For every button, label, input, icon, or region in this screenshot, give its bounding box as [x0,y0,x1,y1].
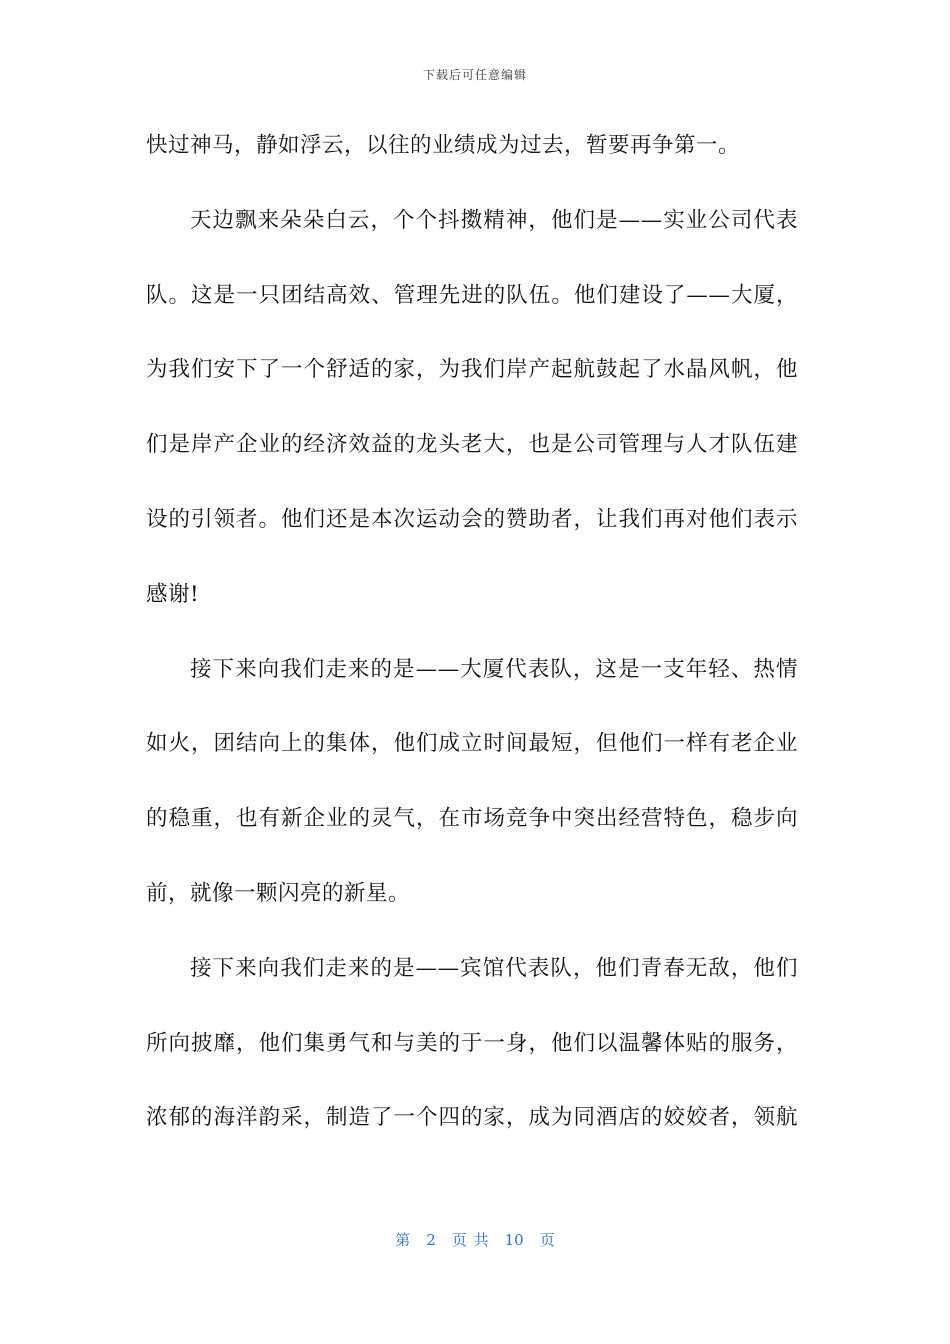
footer-prefix: 第 [395,1231,411,1249]
paragraph-line: 接下来向我们走来的是——大厦代表队，这是一支年轻、热情 [190,656,798,682]
paragraph-line: 感谢! [146,581,200,607]
paragraph-line: 浓郁的海洋韵采，制造了一个四的家，成为同酒店的姣姣者，领航 [146,1105,798,1131]
paragraph-line: 为我们安下了一个舒适的家，为我们岸产起航鼓起了水晶风帆，他 [146,357,798,383]
paragraph-line: 快过神马，静如浮云，以往的业绩成为过去，暂要再争第一。 [146,133,741,158]
header-note: 下载后可任意编辑 [422,68,527,82]
total-pages-number: 10 [504,1231,524,1249]
current-page-number: 2 [426,1231,436,1249]
paragraph-line: 天边飘来朵朵白云，个个抖擞精神，他们是——实业公司代表 [190,207,798,233]
footer-suffix: 页 [539,1231,555,1249]
paragraph-line: 队。这是一只团结高效、管理先进的队伍。他们建设了——大厦， [146,282,798,308]
paragraph-line: 如火，团结向上的集体，他们成立时间最短，但他们一样有老企业 [146,731,798,757]
paragraph-line: 接下来向我们走来的是——宾馆代表队，他们青春无敌，他们 [190,955,798,981]
paragraph-line: 所向披靡，他们集勇气和与美的于一身，他们以温馨体贴的服务， [146,1030,798,1056]
paragraph-line: 的稳重，也有新企业的灵气，在市场竞争中突出经营特色，稳步向 [146,806,798,832]
footer-mid: 页 共 [451,1231,489,1249]
paragraph-line: 设的引领者。他们还是本次运动会的赞助者，让我们再对他们表示 [146,506,798,532]
page-footer [0,1229,950,1250]
paragraph-line: 前，就像一颗闪亮的新星。 [146,880,411,906]
paragraph-line: 们是岸产企业的经济效益的龙头老大，也是公司管理与人才队伍建 [146,432,798,458]
body-text [146,127,798,1174]
